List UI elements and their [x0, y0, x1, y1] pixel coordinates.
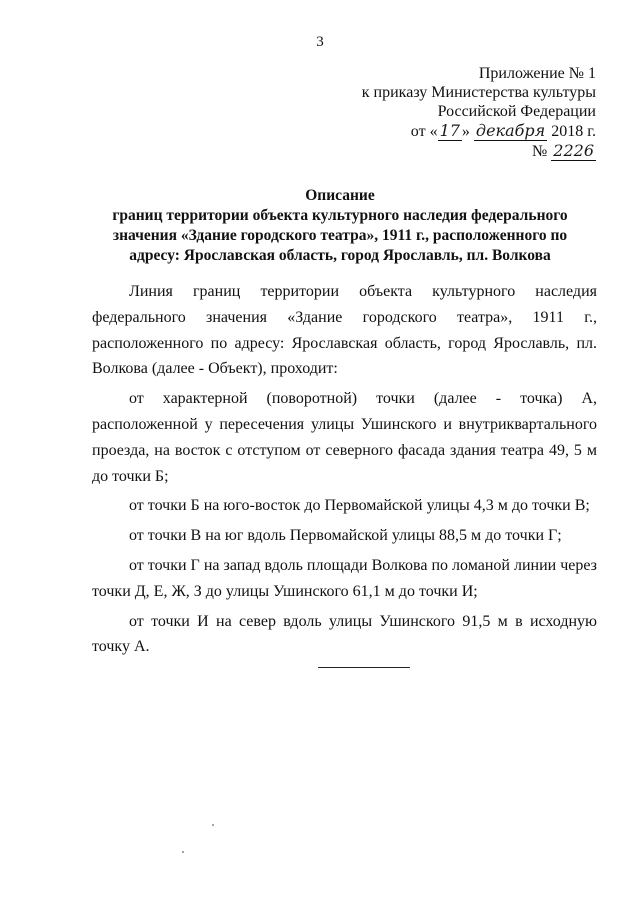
appendix-block	[296, 64, 596, 161]
title-subheading: границ территории объекта культурного наследия федерального значения «Здание городского театра», 1911 г., расположенного по адресу: Ярославская область, город Ярославль, пл. Волкова	[112, 207, 568, 264]
boundary-segment: от точки В на юг вдоль Первомайской улицы 88,5 м до точки Г;	[129, 527, 562, 545]
handwritten-day: 17	[439, 121, 460, 140]
closing-divider	[318, 667, 410, 668]
scan-speck	[212, 824, 214, 826]
document-body	[92, 279, 597, 660]
handwritten-month: декабря	[475, 121, 546, 140]
order-number	[296, 141, 596, 161]
handwritten-number: 2226	[553, 141, 594, 160]
boundary-segment: от характерной (поворотной) точки (далее - точка) А, расположенной у пересечения улицы Ушинского и внутриквартального проезда, на восток с отступом от северного фасада здания театра 49, 5 м до точки Б;	[92, 390, 597, 485]
boundary-segment: от точки Б на юго-восток до Первомайской улицы 4,3 м до точки В;	[129, 497, 590, 515]
appendix-line-3: Российской Федерации	[437, 103, 596, 120]
intro-paragraph: Линия границ территории объекта культурного наследия федерального значения «Здание городского театра», 1911 г., расположенного по адресу: Ярославская область, город Ярославль, пл. Волкова (далее - Объект), проходит:	[92, 283, 597, 378]
date-prefix: от «	[410, 123, 438, 140]
title-heading: Описание	[305, 187, 375, 204]
document-title	[90, 186, 590, 266]
order-date	[296, 121, 596, 141]
date-year: 2018 г.	[551, 123, 596, 140]
page-number: 3	[316, 34, 324, 50]
date-mid: »	[461, 123, 470, 140]
appendix-line-2: к приказу Министерства культуры	[361, 84, 596, 101]
boundary-segment: от точки И на север вдоль улицы Ушинского 91,5 м в исходную точку А.	[92, 612, 597, 656]
number-prefix: №	[532, 143, 548, 160]
boundary-segment: от точки Г на запад вдоль площади Волкова по ломаной линии через точки Д, Е, Ж, З до улицы Ушинского 61,1 м до точки И;	[92, 556, 597, 600]
appendix-line-1: Приложение № 1	[478, 65, 596, 82]
scan-speck	[182, 851, 184, 853]
